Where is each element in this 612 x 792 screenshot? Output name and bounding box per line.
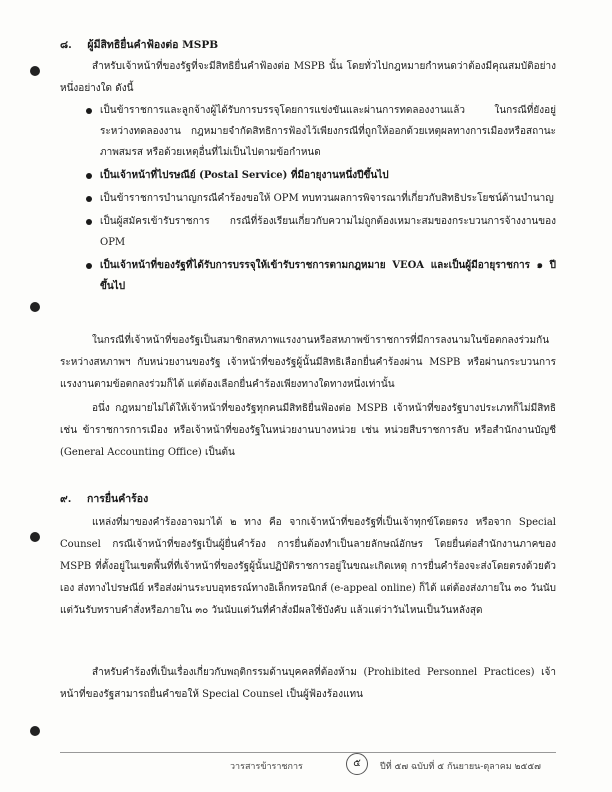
section-8-title: ผู้มีสิทธิยื่นคำฟ้องต่อ MSPB [87,39,219,51]
section-8-number: ๘. [60,39,72,51]
eligibility-item [86,211,556,253]
punch-hole-top [30,66,40,76]
page-footer [60,752,556,775]
eligibility-item-text: เป็นข้าราชการและลูกจ้างผู้ได้รับการบรรจุโดยการแข่งขันและผ่านการทดลองงานแล้ว ในกรณีที่ยังอยู่ระหว่างทดลองงาน กฎหมายจำกัดสิทธิการฟ้องไว้เพียงกรณีที่ถูกให้ออกด้วยเหตุผลทางการเมืองหรือสถานะภาพสมรส หรือด้วยเหตุอื่นที่ไม่เป็นไปตามข้อกำหนด [100,105,556,158]
eligibility-item [86,188,556,209]
page-number: ๕ [346,753,368,775]
issue-info: ปีที่ ๕๗ ฉบับที่ ๕ กันยายน-ตุลาคม ๒๕๕๗ [380,762,541,772]
eligibility-item-text: เป็นเจ้าหน้าที่ของรัฐที่ได้รับการบรรจุให้เข้ารับราชการตามกฎหมาย VEOA และเป็นผู้มีอายุราชการ ๑ ปีขึ้นไป [100,260,556,292]
eligibility-item-text: เป็นเจ้าหน้าที่ไปรษณีย์ (Postal Service) ที่มีอายุงานหนึ่งปีขึ้นไป [100,170,389,181]
punch-hole-middle [30,302,40,312]
section-8-union-paragraph: ในกรณีที่เจ้าหน้าที่ของรัฐเป็นสมาชิกสหภาพแรงงานหรือสหภาพข้าราชการที่มีการลงนามในข้อตกลงร่วมกันระหว่างสหภาพฯ กับหน่วยงานของรัฐ เจ้าหน้าที่ของรัฐผู้นั้นมีสิทธิเลือกยื่นคำร้องผ่าน MSPB หรือผ่านกระบวนการแรงงานตามข้อตกลงร่วมก็ได้ แต่ต้องเลือกยื่นคำร้องเพียงทางใดทางหนึ่งเท่านั้น [60,335,556,390]
bullet-icon [86,173,92,179]
eligibility-item-text: เป็นผู้สมัครเข้ารับราชการ กรณีที่ร้องเรียนเกี่ยวกับความไม่ถูกต้องเหมาะสมของกระบวนการจ้างงานของ OPM [100,216,556,248]
section-9-number: ๙. [60,493,72,505]
eligibility-item [86,255,556,297]
eligibility-item [86,165,556,186]
section-9-heading [60,490,148,507]
eligibility-list [86,100,556,299]
eligibility-item-text: เป็นข้าราชการบำนาญกรณีคำร้องขอให้ OPM ทบทวนผลการพิจารณาที่เกี่ยวกับสิทธิประโยชน์ด้านบำนาญ [100,193,554,204]
punch-hole-bottom [30,726,40,736]
journal-name: วารสารข้าราชการ [230,762,303,772]
eligibility-item [86,100,556,163]
section-9-title: การยื่นคำร้อง [87,493,149,505]
section-9-filing-paragraph: แหล่งที่มาของคำร้องอาจมาได้ ๒ ทาง คือ จากเจ้าหน้าที่ของรัฐที่เป็นเจ้าทุกข์โดยตรง หรือจาก Special Counsel กรณีเจ้าหน้าที่ของรัฐเป็นผู้ยื่นคำร้อง การยื่นต้องทำเป็นลายลักษณ์อักษร โดยยื่นต่อสำนักงานภาคของ MSPB ที่ตั้งอยู่ในเขตพื้นที่ที่เจ้าหน้าที่ของรัฐผู้นั้นปฏิบัติราชการอยู่ในขณะเกิดเหตุ การยื่นคำร้องจะส่งโดยตรงด้วยตัวเอง ส่งทางไปรษณีย์ หรือส่งผ่านระบบอุทธรณ์ทางอิเล็กทรอนิกส์ (e-appeal online) ก็ได้ แต่ต้องส่งภายใน ๓๐ วันนับแต่วันรับทราบคำสั่งหรือภายใน ๓๐ วันนับแต่วันที่คำสั่งมีผลใช้บังคับ แล้วแต่ว่าวันไหนเป็นวันหลังสุด [60,517,556,616]
bullet-icon [86,219,92,225]
bullet-icon [86,263,92,269]
section-8-heading [60,36,218,53]
bullet-icon [86,196,92,202]
section-8-exclusions-paragraph: อนึ่ง กฎหมายไม่ได้ให้เจ้าหน้าที่ของรัฐทุกคนมีสิทธิยื่นฟ้องต่อ MSPB เจ้าหน้าที่ของรัฐบางประเภทก็ไม่มีสิทธิ เช่น ข้าราชการการเมือง หรือเจ้าหน้าที่ของรัฐในหน่วยงานบางหน่วย เช่น หน่วยสืบราชการลับ หรือสำนักงานบัญชี (General Accounting Office) เป็นต้น [60,403,556,458]
section-9-ppp-paragraph: สำหรับคำร้องที่เป็นเรื่องเกี่ยวกับพฤติกรรมด้านบุคคลที่ต้องห้าม (Prohibited Personnel Practices) เจ้าหน้าที่ของรัฐสามารถยื่นคำขอให้ Special Counsel เป็นผู้ฟ้องร้องแทน [60,667,556,700]
punch-hole-lower [30,532,40,542]
section-8-intro: สำหรับเจ้าหน้าที่ของรัฐที่จะมีสิทธิยื่นคำฟ้องต่อ MSPB นั้น โดยทั่วไปกฎหมายกำหนดว่าต้องมีคุณสมบัติอย่างหนึ่งอย่างใด ดังนี้ [60,61,556,94]
bullet-icon [86,108,92,114]
